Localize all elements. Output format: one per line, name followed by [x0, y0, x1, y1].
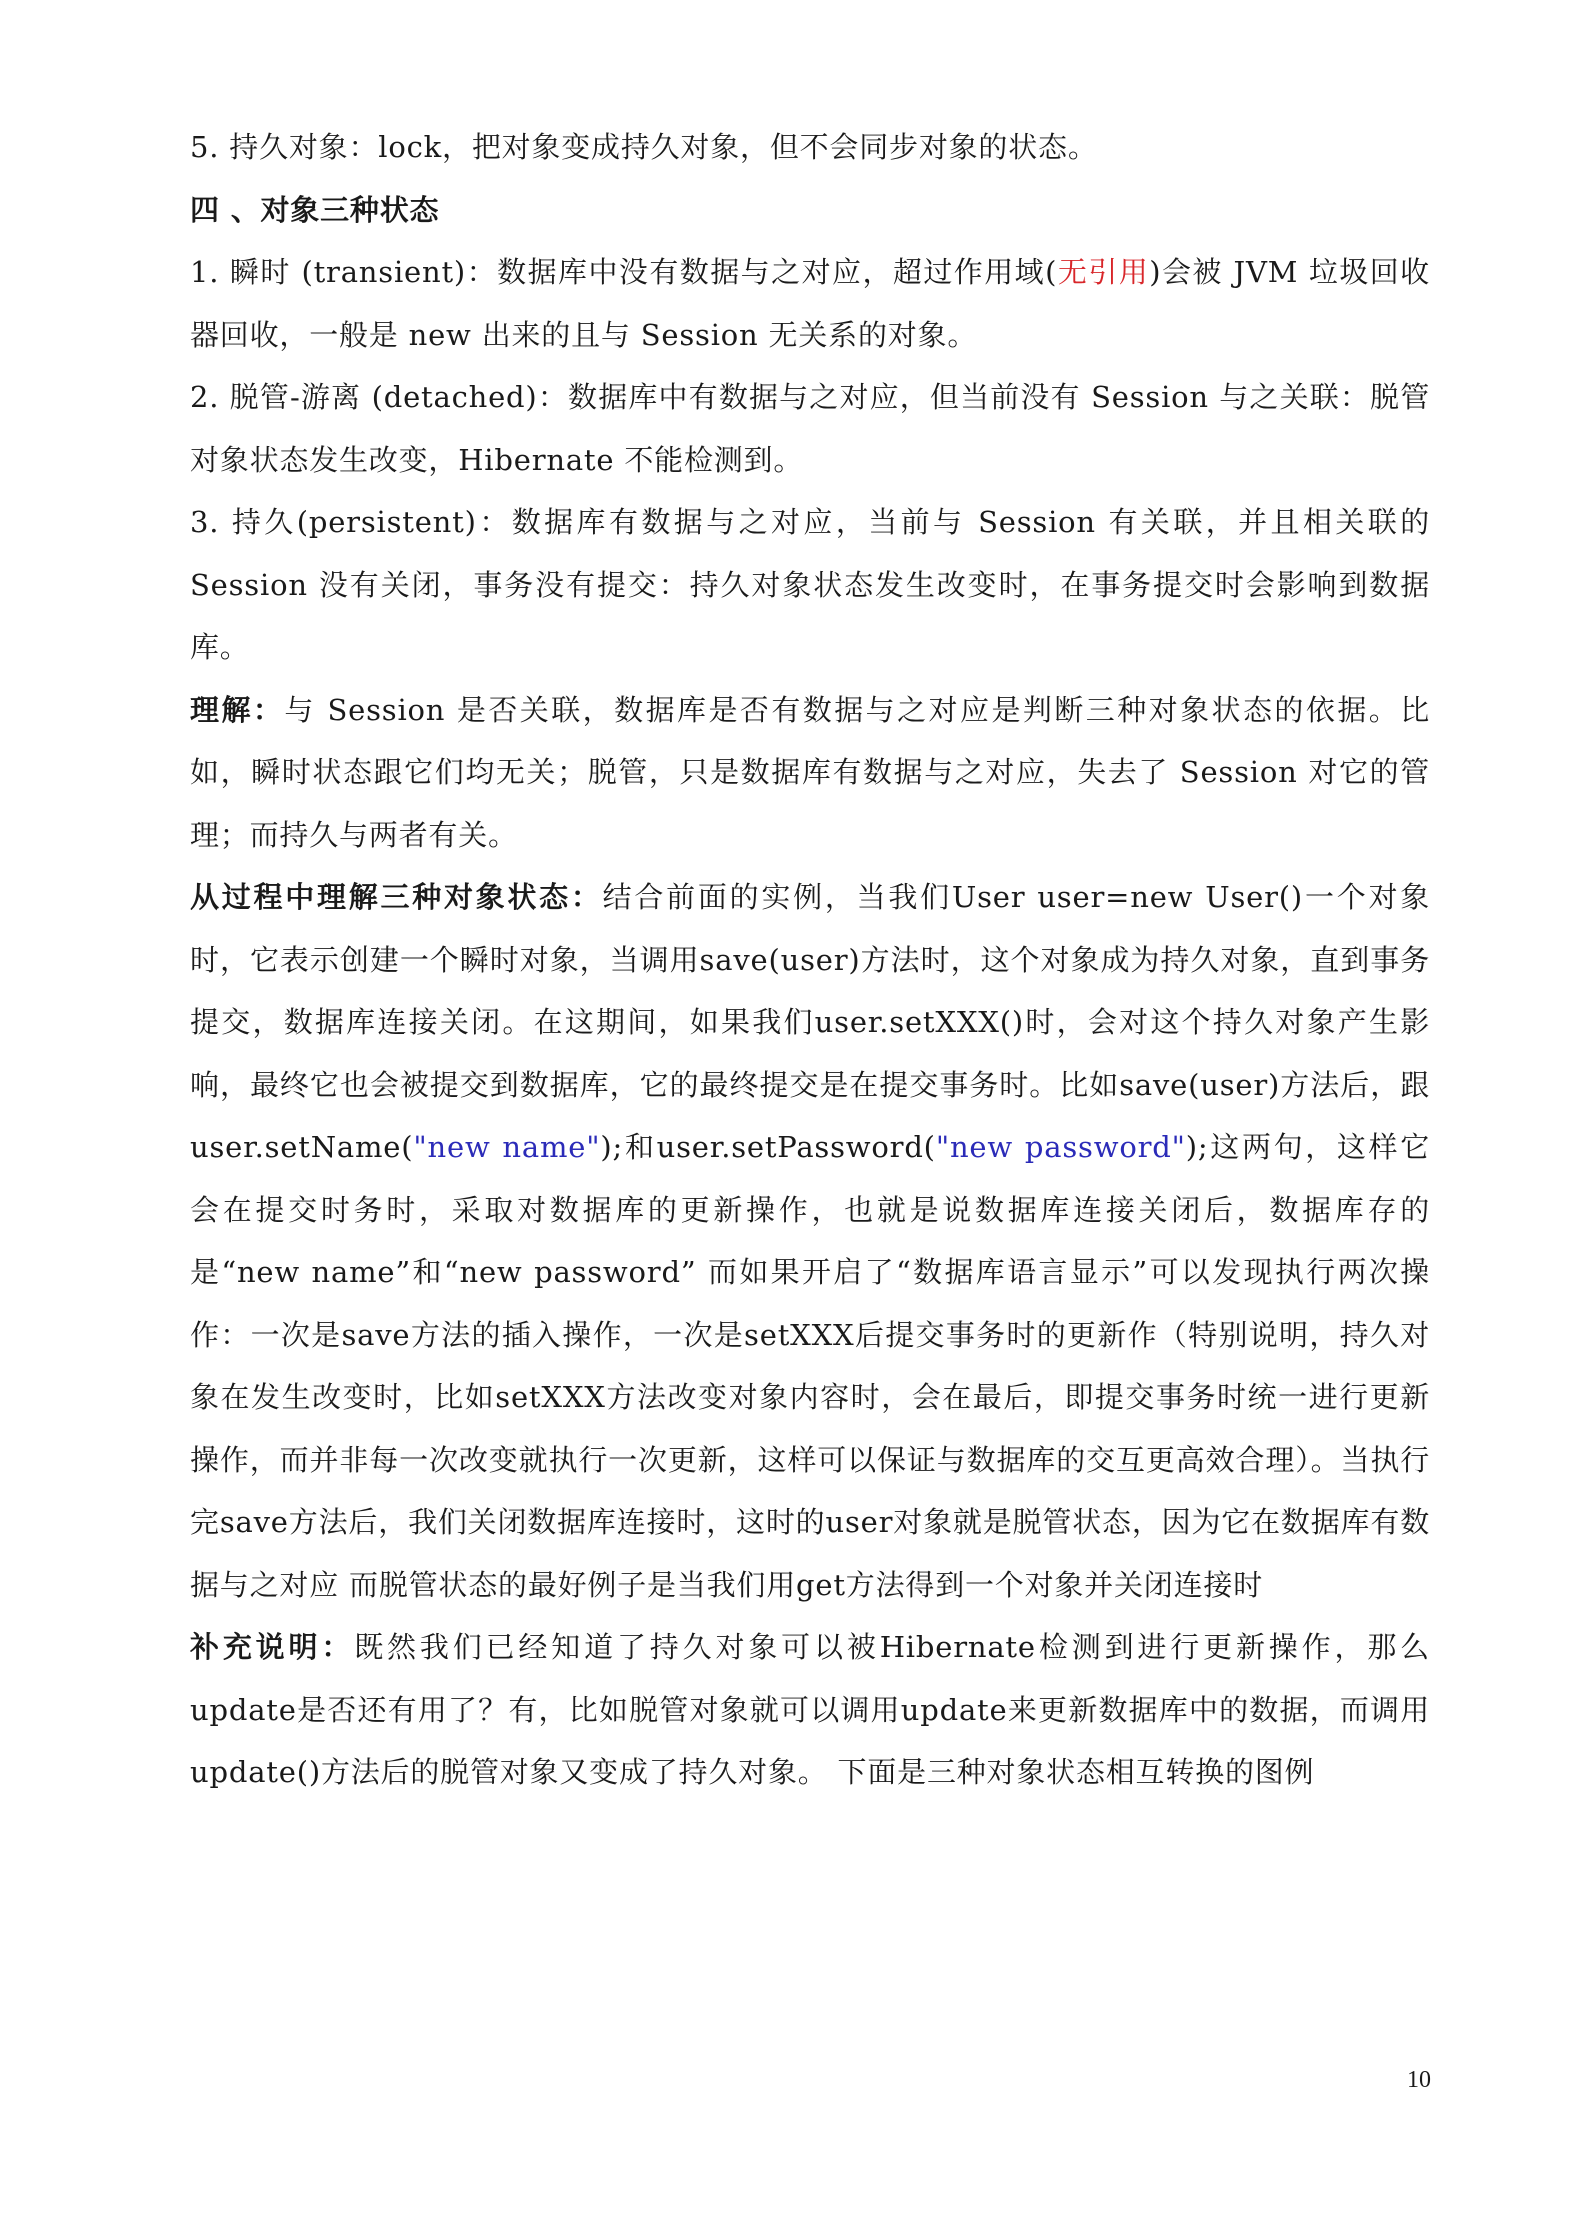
paragraph-lock	[190, 116, 1430, 179]
paragraph-detached	[190, 366, 1430, 491]
code-string-new-name: "new name"	[413, 1130, 601, 1164]
paragraph-process	[190, 866, 1430, 1616]
persistent-text: 3. 持久(persistent)：数据库有数据与之对应，当前与 Session 有关联，并且相关联的 Session 没有关闭，事务没有提交：持久对象状态发生改变时，在事务提交时会影响到数据库。	[190, 505, 1430, 664]
page-number: 10	[1407, 2067, 1431, 2093]
supplement-label: 补充说明：	[190, 1630, 355, 1664]
lock-text: 5. 持久对象：lock，把对象变成持久对象，但不会同步对象的状态。	[190, 130, 1098, 164]
understanding-text: 与 Session 是否关联，数据库是否有数据与之对应是判断三种对象状态的依据。比如，瞬时状态跟它们均无关；脱管，只是数据库有数据与之对应，失去了 Session 对它的管理；而持久与两者有关。	[190, 692, 1430, 852]
section-heading	[190, 179, 1430, 242]
process-text-2: );和user.setPassword(	[600, 1130, 936, 1164]
transient-highlight: 无引用	[1057, 255, 1150, 289]
process-text-1: 结合前面的实例，当我们User user=new User()一个对象时，它表示创建一个瞬时对象，当调用save(user)方法时，这个对象成为持久对象，直到事务提交，数据库连接关闭。在这期间，如果我们user.setXXX()时，会对这个持久对象产生影响，最终它也会被提交到数据库，它的最终提交是在提交事务时。比如save(user)方法后，跟user.setName(	[190, 880, 1430, 1164]
supplement-text: 既然我们已经知道了持久对象可以被Hibernate检测到进行更新操作，那么update是否还有用了？有，比如脱管对象就可以调用update来更新数据库中的数据，而调用update()方法后的脱管对象又变成了持久对象。 下面是三种对象状态相互转换的图例	[190, 1630, 1430, 1789]
code-string-new-password: "new password"	[935, 1130, 1186, 1164]
process-label: 从过程中理解三种对象状态：	[190, 880, 603, 914]
paragraph-persistent	[190, 491, 1430, 679]
transient-text-1: 1. 瞬时 (transient)：数据库中没有数据与之对应，超过作用域(	[190, 255, 1058, 289]
transient-text-2: )会被 JVM 垃圾回收器回收，一般是 new 出来的且与 Session 无关系的对象。	[190, 255, 1430, 352]
process-text-3: );这两句，这样它会在提交时务时，采取对数据库的更新操作，也就是说数据库连接关闭后，数据库存的是“new name”和“new password” 而如果开启了“数据库语言显示”可以发现执行两次操作：一次是save方法的插入操作，一次是setXXX后提交事务时的更新作（特别说明，持久对象在发生改变时，比如setXXX方法改变对象内容时，会在最后，即提交事务时统一进行更新操作，而并非每一次改变就执行一次更新，这样可以保证与数据库的交互更高效合理）。当执行完save方法后，我们关闭数据库连接时，这时的user对象就是脱管状态，因为它在数据库有数据与之对应 而脱管状态的最好例子是当我们用get方法得到一个对象并关闭连接时	[190, 1130, 1431, 1602]
document-body	[190, 116, 1430, 1804]
paragraph-supplement	[190, 1616, 1430, 1804]
paragraph-understanding	[190, 679, 1430, 867]
heading-text: 四 、对象三种状态	[190, 192, 440, 227]
understanding-label: 理解：	[190, 692, 285, 727]
paragraph-transient	[190, 241, 1430, 366]
detached-text: 2. 脱管-游离 (detached)：数据库中有数据与之对应，但当前没有 Session 与之关联：脱管对象状态发生改变，Hibernate 不能检测到。	[190, 380, 1430, 477]
